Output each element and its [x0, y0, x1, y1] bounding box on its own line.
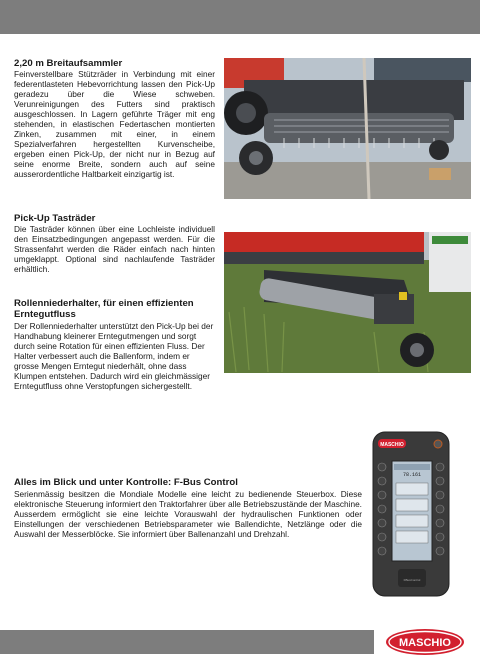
section-body-tastraeder: Die Tasträder können über eine Lochleiste individuell den Einsatzbedingungen angepasst werden. Für die Strassenfahrt werden die Räder einfach nach hinten umgeklappt. Optional sind nachlaufende Tasträder erhältlich.	[14, 224, 215, 274]
section-title-breitaufsammler: 2,20 m Breitaufsammler	[14, 58, 123, 69]
section-title-fbus-control: Alles im Blick und unter Kontrolle: F-Bus Control	[14, 477, 238, 488]
section-title-rollenniederhalter: Rollenniederhalter, für einen effizienten Erntegutfluss	[14, 298, 194, 320]
svg-text:MASCHIO: MASCHIO	[380, 442, 404, 448]
header-bar	[0, 0, 480, 34]
section-body-fbus-control: Serienmässig besitzen die Mondiale Modelle eine leicht zu bedienende Steuerbox. Diese elektronische Steuerung informiert den Traktorfahrer über alle Betriebszustände der Maschine. Ausserdem ermöglicht sie eine leichte Vorauswahl der hydraulischen Funktionen oder Einstellungen der verschiedenen Betriebsparameter wie Ballendichte, Netzlänge oder die Auswahl der Messerblöcke. Sie informiert über Ballenanzahl und Drehzahl.	[14, 489, 362, 539]
svg-text:FBusControl: FBusControl	[403, 578, 421, 582]
section-body-rollenniederhalter: Der Rollenniederhalter unterstützt den Pick-Up bei der Handhabung kleinerer Erntegutmengen und sorgt durch seine Rotation für einen effizienten Fluss. Der Halter verbessert auch die Ballenform, indem er grosse Mengen Erntegut niederhält, ohne dass Klumpen entstehen. Dadurch wird ein gleichmässiger Erntegutfluss ohne Verstopfungen sichergestellt.	[14, 321, 214, 391]
svg-text:78.161: 78.161	[402, 472, 422, 478]
section-title-tastraeder: Pick-Up Tasträder	[14, 213, 96, 224]
section-body-breitaufsammler: Feinverstellbare Stützräder in Verbindung mit einer federentlasteten Hebevorrichtung lassen den Pick-Up geradezu über die Wiese schweben. Verunreinigungen des Futters sind praktisch ausgeschlossen. In Lagern geführte Träger mit eng stehenden, in elastischen Federtaschen montierten Zinken, zusammen mit einer, in einem Spezialverfahren hergestellten Kurvenscheibe, ergeben einen Pick-Up, der nicht nur in Bezug auf seine enorme Breite, sondern auch auf seine ausserordentliche Haltbarkeit einzigartig ist.	[14, 69, 215, 179]
svg-text:MASCHIO: MASCHIO	[399, 637, 451, 649]
footer-bar	[0, 630, 374, 654]
fbus-control-device	[372, 431, 450, 597]
maschio-logo	[385, 628, 465, 661]
pickup-photo	[224, 58, 471, 199]
rollenniederhalter-photo	[224, 232, 471, 373]
